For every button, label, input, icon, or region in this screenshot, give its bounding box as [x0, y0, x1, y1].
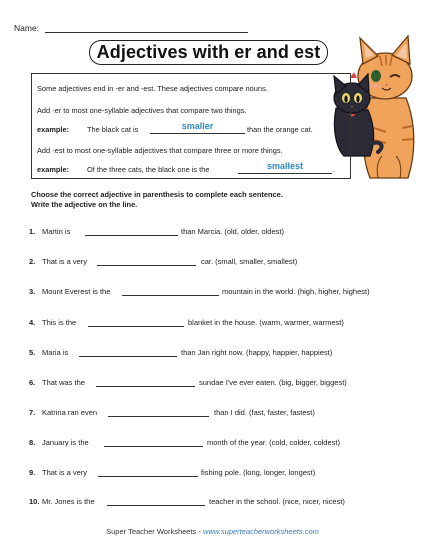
- footer-brand: Super Teacher Worksheets -: [106, 527, 203, 536]
- instructions-line-2: Write the adjective on the line.: [31, 200, 138, 209]
- question-text: blanket in the house. (warm, warmer, warmest): [188, 318, 344, 327]
- question-text: That is a very: [42, 257, 88, 266]
- example-text: Of the three cats, the black one is the: [87, 165, 210, 174]
- example-label: example:: [37, 165, 70, 174]
- question-text: That was the: [42, 378, 85, 387]
- footer-url[interactable]: www.superteacherworksheets.com: [202, 527, 319, 536]
- question-text: That is a very: [42, 468, 88, 477]
- question-text: Maria is: [42, 348, 69, 357]
- answer-line[interactable]: [104, 446, 203, 447]
- answer-line[interactable]: [107, 505, 205, 506]
- answer-line[interactable]: [88, 326, 184, 327]
- question-text: mountain in the world. (high, higher, highest): [222, 287, 370, 296]
- answer-line[interactable]: [108, 416, 209, 417]
- example-text: than the orange cat.: [247, 125, 313, 134]
- question-number: 3.: [29, 287, 36, 296]
- question-text: than Jan right now. (happy, happier, happiest): [181, 348, 333, 357]
- rule-est-text: Add -est to most one-syllable adjectives that compare three or more things.: [37, 146, 283, 155]
- question-number: 9.: [29, 468, 36, 477]
- question-number: 10.: [29, 497, 40, 506]
- question-number: 2.: [29, 257, 36, 266]
- answer-line[interactable]: [122, 295, 219, 296]
- instructions-line-1: Choose the correct adjective in parenthesis to complete each sentence.: [31, 190, 283, 199]
- rule-er-text: Add -er to most one-syllable adjectives that compare two things.: [37, 106, 247, 115]
- question-number: 8.: [29, 438, 36, 447]
- question-text: month of the year. (cold, colder, coldest): [207, 438, 340, 447]
- question-number: 6.: [29, 378, 36, 387]
- question-text: Mr. Jones is the: [42, 497, 95, 506]
- example-answer-line: [238, 173, 332, 174]
- question-number: 7.: [29, 408, 36, 417]
- question-text: teacher in the school. (nice, nicer, nicest): [209, 497, 345, 506]
- question-number: 4.: [29, 318, 36, 327]
- answer-line[interactable]: [85, 235, 178, 236]
- question-text: fishing pole. (long, longer, longest): [201, 468, 316, 477]
- example-answer-line: [150, 133, 245, 134]
- name-label: Name:: [14, 23, 40, 33]
- question-text: than I did. (fast, faster, fastest): [214, 408, 315, 417]
- question-text: Martin is: [42, 227, 71, 236]
- example-text: The black cat is: [87, 125, 139, 134]
- question-text: car. (small, smaller, smallest): [201, 257, 298, 266]
- example-answer: smallest: [266, 161, 304, 171]
- question-text: Katrina ran even: [42, 408, 98, 417]
- example-text: .: [333, 165, 336, 174]
- answer-line[interactable]: [96, 386, 195, 387]
- example-label: example:: [37, 125, 70, 134]
- page-title: Adjectives with er and est: [96, 42, 321, 62]
- question-text: than Marcia. (old, older, oldest): [181, 227, 284, 236]
- question-number: 1.: [29, 227, 36, 236]
- question-text: sundae I've ever eaten. (big, bigger, biggest): [199, 378, 347, 387]
- answer-line[interactable]: [79, 356, 177, 357]
- question-text: Mount Everest is the: [42, 287, 111, 296]
- answer-line[interactable]: [98, 476, 198, 477]
- answer-line[interactable]: [97, 265, 196, 266]
- example-answer: smaller: [181, 121, 214, 131]
- footer: [0, 527, 425, 536]
- question-number: 5.: [29, 348, 36, 357]
- question-text: This is the: [42, 318, 77, 327]
- intro-text: Some adjectives end in -er and -est. These adjectives compare nouns.: [37, 84, 268, 93]
- title-box: [89, 40, 328, 65]
- name-line[interactable]: [45, 32, 248, 33]
- question-text: January is the: [42, 438, 89, 447]
